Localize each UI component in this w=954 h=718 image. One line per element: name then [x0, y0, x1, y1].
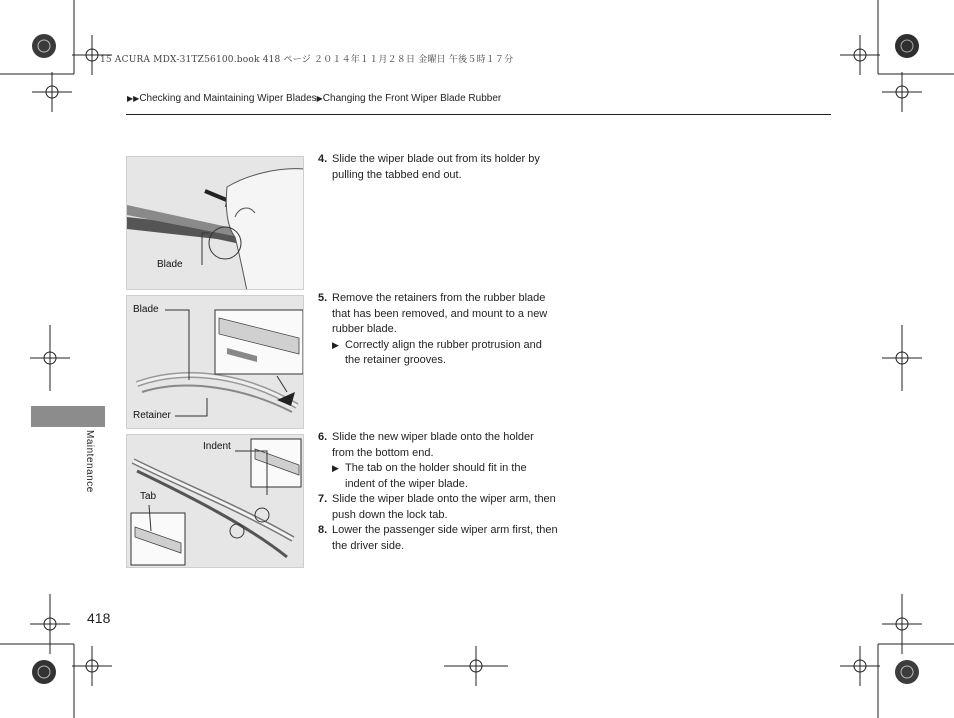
step-6 — [318, 430, 558, 492]
step-text: Slide the wiper blade out from its holder by pulling the tabbed end out. — [332, 153, 540, 181]
step-text: Slide the new wiper blade onto the holder from the bottom end. — [332, 431, 534, 459]
step-8 — [318, 523, 558, 554]
step-5 — [318, 291, 558, 369]
figure-install-blade — [126, 434, 304, 568]
step-number: 8. — [318, 524, 328, 536]
breadcrumb-arrow-icon: ▶ — [316, 94, 323, 103]
breadcrumb — [127, 93, 501, 104]
step-note-text: Correctly align the rubber protrusion and the retainer grooves. — [345, 338, 542, 366]
step-4 — [318, 152, 558, 183]
note-arrow-icon: ▶ — [332, 463, 339, 473]
step-7 — [318, 492, 558, 523]
step-note — [332, 338, 558, 369]
printer-slug: 15 ACURA MDX-31TZ56100.book 418 ページ ２０１４年１１月２８日 金曜日 午後５時１７分 — [100, 55, 514, 65]
callout-blade: Blade — [133, 304, 159, 315]
callout-blade: Blade — [157, 259, 183, 270]
step-number: 6. — [318, 431, 328, 443]
step-text: Remove the retainers from the rubber blade that has been removed, and mount to a new rubber blade. — [332, 292, 548, 335]
breadcrumb-arrow-icon: ▶▶ — [127, 94, 140, 103]
section-tab-marker[interactable] — [31, 406, 105, 427]
callout-retainer: Retainer — [133, 410, 171, 421]
breadcrumb-page: Changing the Front Wiper Blade Rubber — [322, 93, 502, 104]
page-number: 418 — [87, 610, 111, 626]
callout-indent: Indent — [203, 441, 231, 452]
note-arrow-icon: ▶ — [332, 339, 339, 350]
breadcrumb-section[interactable]: Checking and Maintaining Wiper Blades — [139, 93, 317, 104]
callout-tab: Tab — [140, 491, 157, 502]
figure-remove-blade — [126, 156, 304, 290]
step-number: 4. — [318, 153, 328, 165]
step-note — [332, 461, 558, 492]
step-number: 5. — [318, 292, 328, 304]
figure-retainers — [126, 295, 304, 429]
step-text: Slide the wiper blade onto the wiper arm, then push down the lock tab. — [332, 493, 556, 521]
section-tab-label: Maintenance — [84, 430, 95, 493]
step-text: Lower the passenger side wiper arm first, then the driver side. — [332, 524, 558, 552]
step-number: 7. — [318, 493, 328, 505]
step-note-text: The tab on the holder should fit in the indent of the wiper blade. — [345, 462, 527, 490]
header-rule — [126, 114, 831, 115]
